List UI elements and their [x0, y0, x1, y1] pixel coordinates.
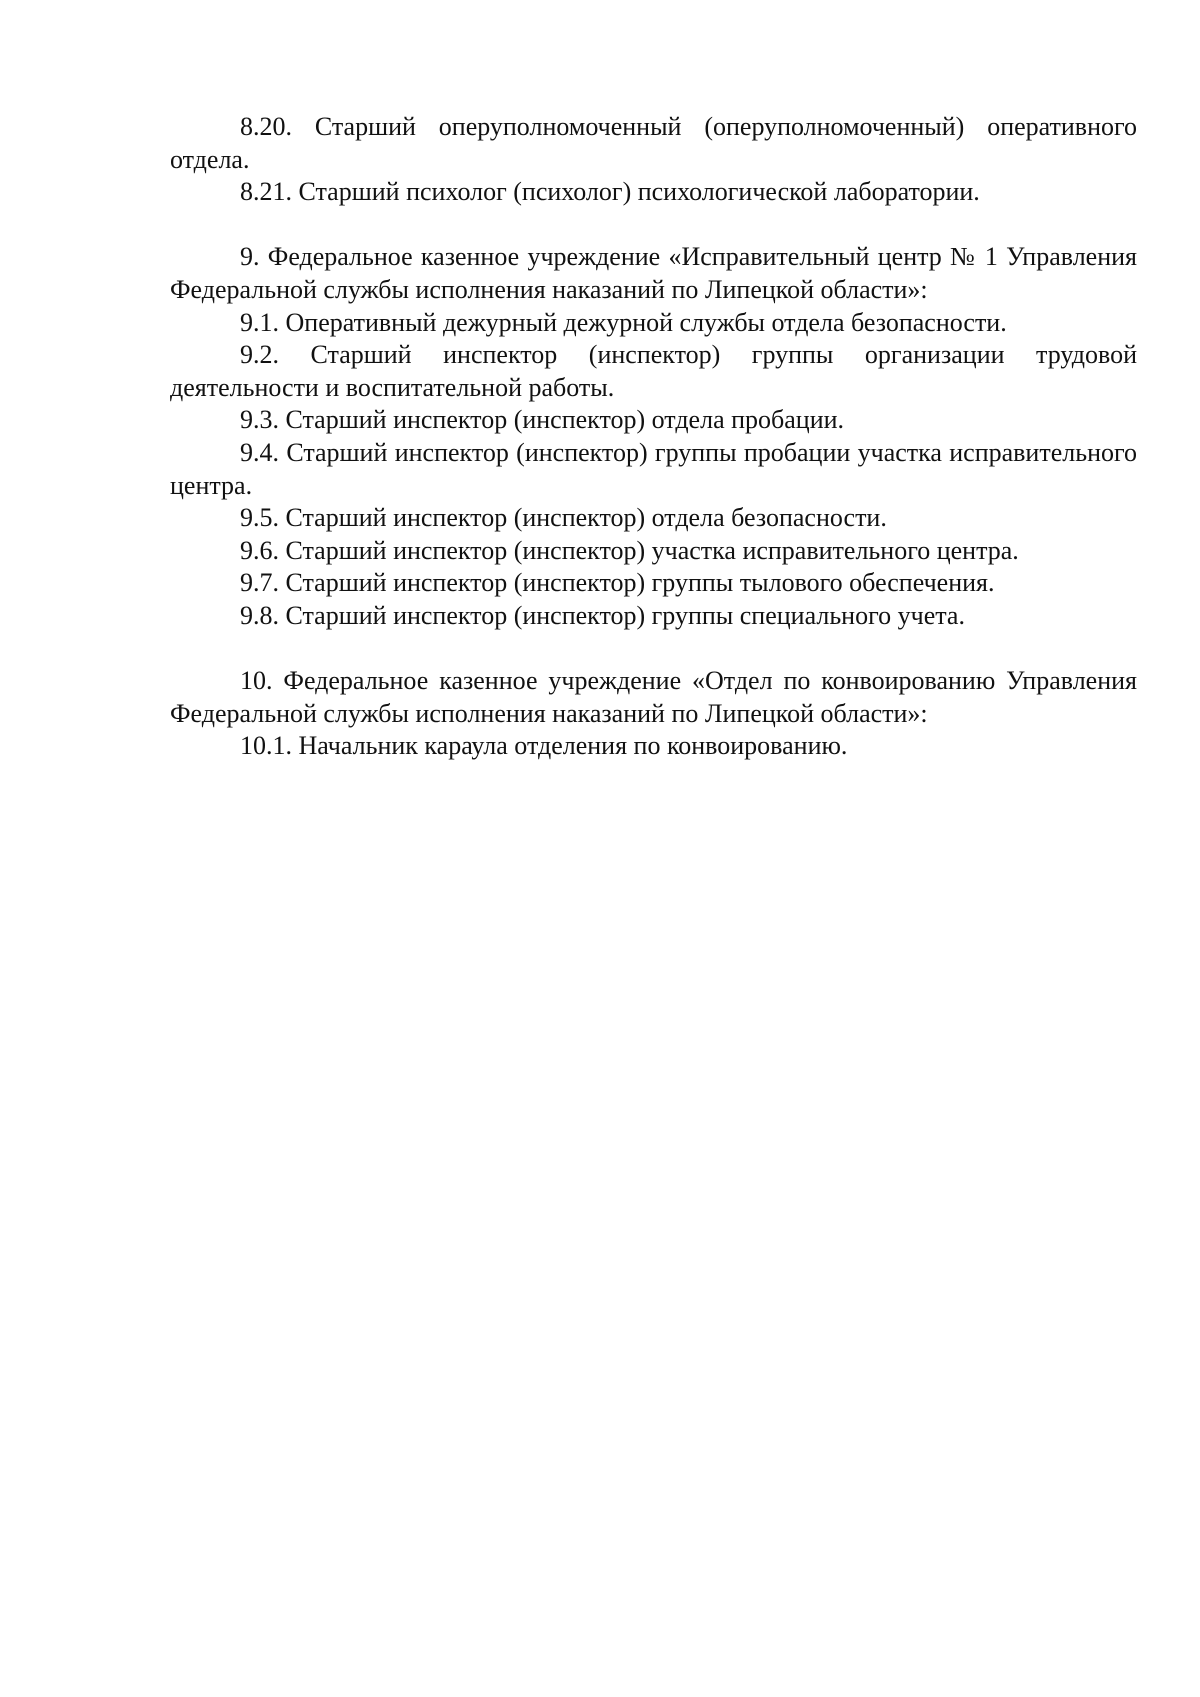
paragraph-8-21: 8.21. Старший психолог (психолог) психологической лаборатории.: [240, 177, 980, 207]
paragraph-9-1: 9.1. Оперативный дежурный дежурной службы отдела безопасности.: [240, 307, 1007, 337]
paragraph-9-2: 9.2. Старший инспектор (инспектор) группы организации трудовой деятельности и воспитательной работы.: [170, 340, 1137, 402]
paragraph-9-6: 9.6. Старший инспектор (инспектор) участка исправительного центра.: [240, 535, 1019, 565]
paragraph-9-4: 9.4. Старший инспектор (инспектор) группы пробации участка исправительного центра.: [170, 437, 1137, 500]
paragraph-8-20: 8.20. Старший оперуполномоченный (оперуполномоченный) оперативного отдела.: [170, 112, 1137, 174]
paragraph-9-8: 9.8. Старший инспектор (инспектор) группы специального учета.: [240, 600, 965, 630]
paragraph-9-3: 9.3. Старший инспектор (инспектор) отдела пробации.: [240, 405, 845, 435]
paragraph-10-heading: 10. Федеральное казенное учреждение «Отдел по конвоированию Управления Федеральной службы исполнения наказаний по Липецкой области»:: [170, 666, 1137, 728]
section-spacer: [170, 633, 1137, 666]
paragraph-9-heading: 9. Федеральное казенное учреждение «Исправительный центр № 1 Управления Федеральной службы исполнения наказаний по Липецкой области»:: [170, 242, 1137, 304]
paragraph-9-5: 9.5. Старший инспектор (инспектор) отдела безопасности.: [240, 503, 887, 533]
section-spacer: [170, 209, 1137, 242]
paragraph-9-7: 9.7. Старший инспектор (инспектор) группы тылового обеспечения.: [240, 568, 995, 598]
paragraph-10-1: 10.1. Начальник караула отделения по конвоированию.: [240, 731, 848, 761]
